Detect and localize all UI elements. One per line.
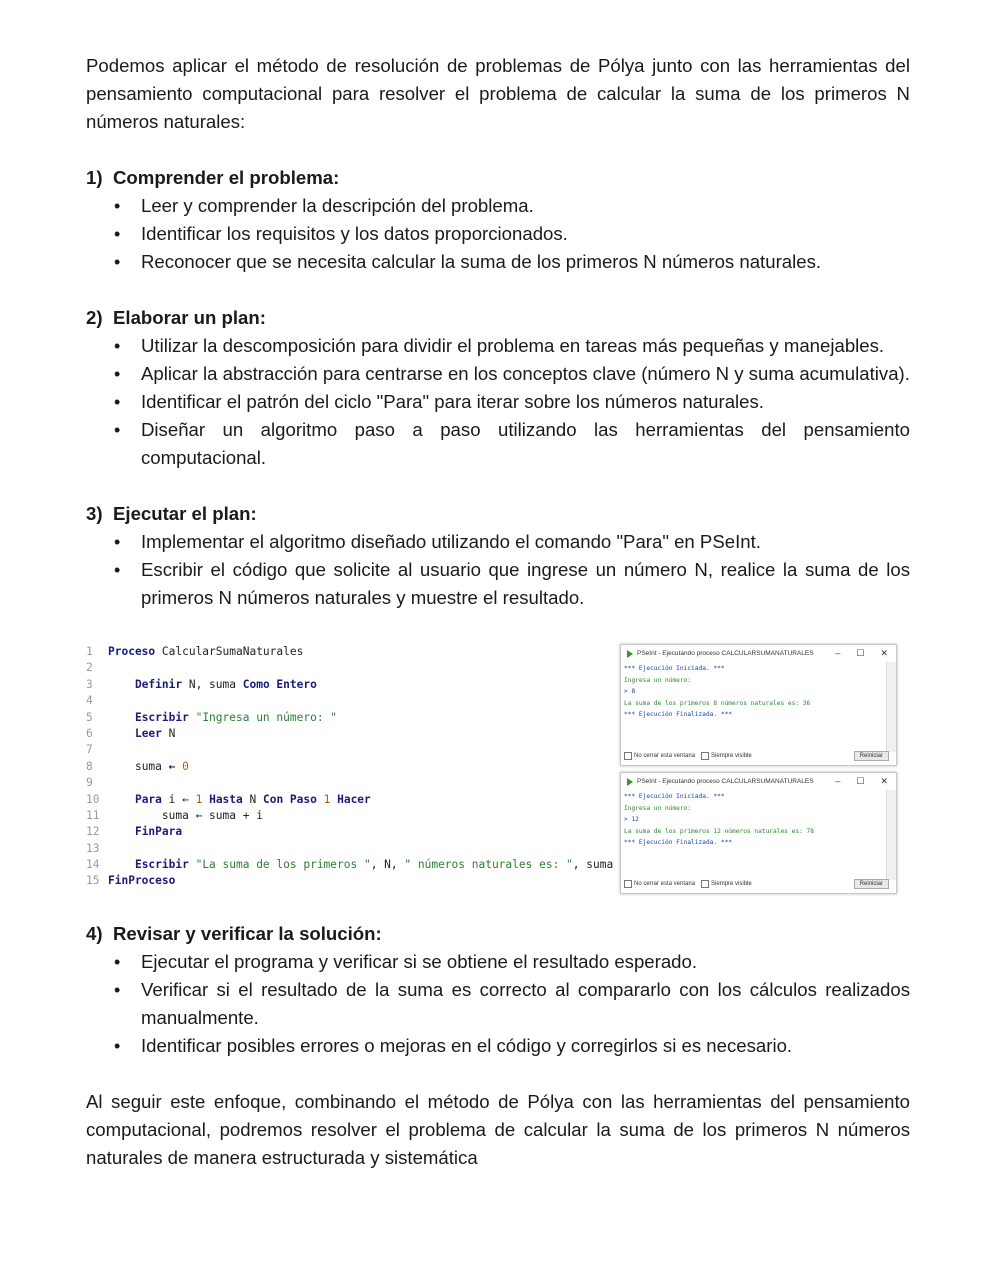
code-line: 7	[86, 743, 93, 757]
code-editor	[86, 644, 614, 890]
code-line: 2	[86, 661, 93, 675]
list-item: • Aplicar la abstracción para centrarse en los conceptos clave (número N y suma acumulativa).	[114, 363, 910, 384]
close-icon[interactable]: ✕	[880, 776, 888, 786]
code-line: 4	[86, 694, 93, 708]
window-titlebar: PSeInt - Ejecutando proceso CALCULARSUMANATURALES – ☐ ✕	[621, 773, 896, 790]
section-2	[86, 304, 910, 472]
console-output: *** Ejecución Iniciada. *** Ingresa un número: > 12 La suma de los primeros 12 números naturales es: 78 *** Ejecución Finalizada. ***	[624, 793, 814, 846]
list-item: • Escribir el código que solicite al usuario que ingrese un número N, realice la suma de los primeros N números naturales y muestre el resultado.	[114, 559, 910, 608]
checkbox[interactable]	[624, 880, 632, 888]
window-footer: No cerrar esta ventana Siempre visible Reiniciar	[621, 877, 889, 891]
scrollbar[interactable]	[886, 662, 896, 752]
bullet-list	[86, 528, 910, 612]
console-window	[620, 644, 897, 766]
closing-paragraph: Al seguir este enfoque, combinando el método de Pólya con las herramientas del pensamiento computacional, podremos resolver el problema de calcular la suma de los primeros N números naturales de manera estructurada y sistemática	[86, 1091, 910, 1168]
maximize-icon[interactable]: ☐	[856, 776, 865, 786]
minimize-icon[interactable]: –	[835, 648, 841, 658]
section-heading: 3) Ejecutar el plan:	[86, 503, 257, 524]
code-line: 10 Para i ← 1 Hasta N Con Paso 1 Hacer	[86, 792, 371, 806]
list-item: • Identificar los requisitos y los datos proporcionados.	[114, 223, 568, 244]
code-line: 3 Definir N, suma Como Entero	[86, 677, 317, 691]
maximize-icon[interactable]: ☐	[856, 648, 865, 658]
console-window	[620, 772, 897, 894]
list-item: • Implementar el algoritmo diseñado utilizando el comando "Para" en PSeInt.	[114, 531, 761, 552]
list-item: • Leer y comprender la descripción del problema.	[114, 195, 534, 216]
list-item: • Utilizar la descomposición para dividir el problema en tareas más pequeñas y manejables.	[114, 335, 885, 356]
section-heading: 2) Elaborar un plan:	[86, 307, 266, 328]
play-icon	[627, 778, 633, 786]
minimize-icon[interactable]: –	[835, 776, 841, 786]
bullet-list	[86, 948, 910, 1060]
code-line: 8 suma ← 0	[86, 759, 189, 773]
checkbox[interactable]	[624, 752, 632, 760]
document-page	[86, 52, 910, 1172]
section-heading: 4) Revisar y verificar la solución:	[86, 923, 382, 944]
scrollbar[interactable]	[886, 790, 896, 880]
code-line: 13	[86, 841, 100, 855]
bullet-list	[86, 332, 910, 472]
code-line: 11 suma ← suma + i	[86, 808, 263, 822]
checkbox[interactable]	[701, 752, 709, 760]
section-4	[86, 920, 910, 1060]
code-line: 12 FinPara	[86, 825, 183, 839]
list-item: • Reconocer que se necesita calcular la suma de los primeros N números naturales.	[114, 251, 822, 272]
intro-paragraph: Podemos aplicar el método de resolución de problemas de Pólya junto con las herramientas del pensamiento computacional para resolver el problema de calcular la suma de los primeros N números naturales:	[86, 55, 910, 132]
list-item: • Diseñar un algoritmo paso a paso utilizando las herramientas del pensamiento computacional.	[114, 419, 910, 468]
list-item: • Verificar si el resultado de la suma es correcto al compararlo con los cálculos realizados manualmente.	[114, 979, 910, 1028]
window-titlebar: PSeInt - Ejecutando proceso CALCULARSUMANATURALES – ☐ ✕	[621, 645, 896, 662]
code-line: 5 Escribir "Ingresa un número: "	[86, 710, 338, 724]
code-figure	[86, 644, 910, 902]
list-item: • Ejecutar el programa y verificar si se obtiene el resultado esperado.	[114, 951, 698, 972]
window-footer: No cerrar esta ventana Siempre visible Reiniciar	[621, 749, 889, 763]
section-3	[86, 500, 910, 612]
play-icon	[627, 650, 633, 658]
checkbox[interactable]	[701, 880, 709, 888]
code-line: 15 FinProceso	[86, 874, 176, 888]
list-item: • Identificar posibles errores o mejoras en el código y corregirlos si es necesario.	[114, 1035, 793, 1056]
bullet-list	[86, 192, 910, 276]
code-line: 14 Escribir "La suma de los primeros ", N, " números naturales es: ", suma	[86, 858, 614, 872]
restart-button[interactable]: Reiniciar	[854, 751, 889, 761]
list-item: • Identificar el patrón del ciclo "Para" para iterar sobre los números naturales.	[114, 391, 764, 412]
section-heading: 1) Comprender el problema:	[86, 167, 340, 188]
console-output: *** Ejecución Iniciada. *** Ingresa un número: > 8 La suma de los primeros 8 números naturales es: 36 *** Ejecución Finalizada. ***	[624, 665, 811, 718]
code-line: 6 Leer N	[86, 726, 176, 740]
restart-button[interactable]: Reiniciar	[854, 879, 889, 889]
code-line: 1 Proceso CalcularSumaNaturales	[86, 645, 304, 658]
close-icon[interactable]: ✕	[880, 648, 888, 658]
section-1	[86, 164, 910, 276]
code-line: 9	[86, 776, 93, 790]
